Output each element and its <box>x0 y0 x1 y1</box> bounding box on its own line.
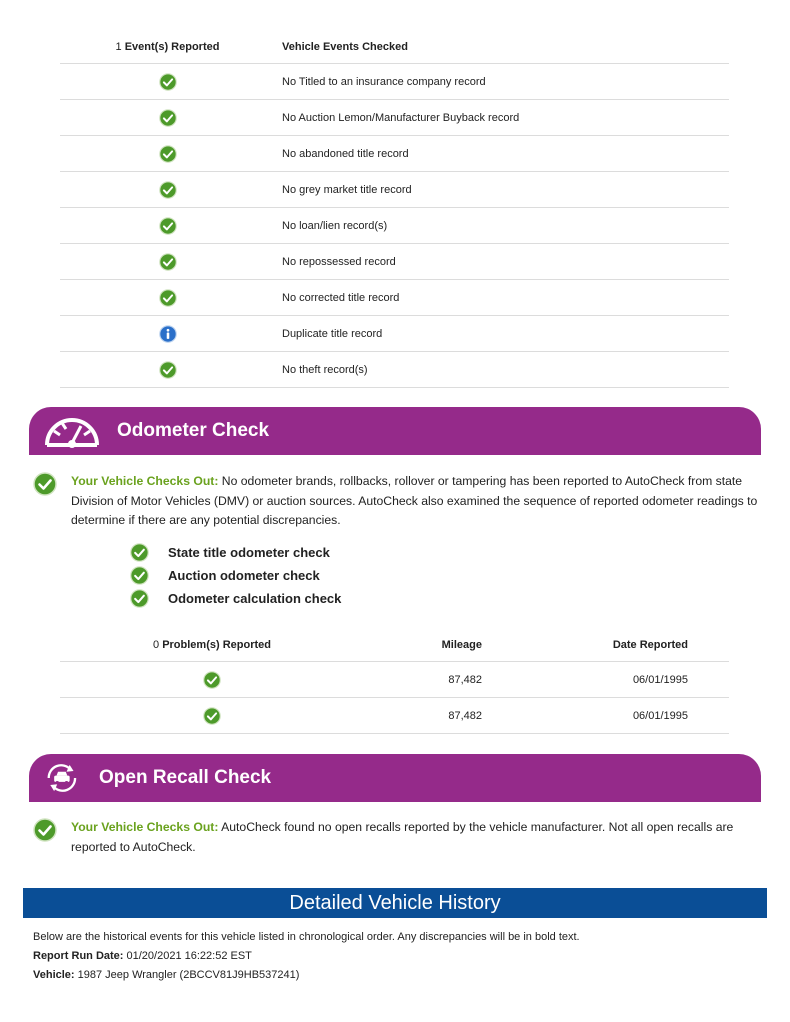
recall-checkout-text <box>71 818 758 857</box>
odometer-checkout-lead: Your Vehicle Checks Out: <box>71 474 219 488</box>
speedometer-icon <box>41 411 103 451</box>
events-count-label: Event(s) Reported <box>124 40 220 53</box>
checkmark-icon <box>159 181 177 199</box>
status-cell <box>60 73 275 91</box>
event-label: No abandoned title record <box>282 147 409 160</box>
checkmark-icon <box>203 707 221 725</box>
table-row <box>60 316 729 352</box>
event-label: No Auction Lemon/Manufacturer Buyback record <box>282 111 520 124</box>
table-row <box>60 100 729 136</box>
mileage-value: 87,482 <box>448 709 482 722</box>
table-row <box>60 662 729 698</box>
recall-checkout-body: AutoCheck found no open recalls reported by the vehicle manufacturer. Not all open recalls are reported to AutoCheck. <box>71 820 734 854</box>
subcheck-label: State title odometer check <box>168 545 330 560</box>
checkmark-icon <box>130 589 149 608</box>
report-run-date-value: 01/20/2021 16:22:52 EST <box>123 950 252 962</box>
table-row <box>60 208 729 244</box>
vehicle-label: Vehicle: <box>33 969 75 981</box>
mileage-value: 87,482 <box>448 673 482 686</box>
subcheck-label: Odometer calculation check <box>168 591 342 606</box>
checkmark-icon <box>159 73 177 91</box>
status-cell <box>60 289 275 307</box>
subcheck-label: Auction odometer check <box>168 568 320 583</box>
checkmark-icon <box>33 818 57 842</box>
events-rows <box>60 64 729 388</box>
event-label: No repossessed record <box>282 255 396 268</box>
status-cell <box>60 181 275 199</box>
problems-count-label: Problem(s) Reported <box>162 638 271 651</box>
event-label: No loan/lien record(s) <box>282 219 388 232</box>
events-reported-header <box>60 41 275 53</box>
history-intro-text: Below are the historical events for this vehicle listed in chronological order. Any discrepancies will be in bold text. <box>33 931 580 943</box>
event-label: No theft record(s) <box>282 363 368 376</box>
report-run-date-label: Report Run Date: <box>33 950 124 962</box>
detailed-vehicle-history-header: Detailed Vehicle History <box>23 888 767 918</box>
open-recall-banner <box>29 754 761 802</box>
odometer-problems-table <box>60 628 729 734</box>
status-cell <box>60 253 275 271</box>
checkmark-icon <box>130 543 149 562</box>
status-cell <box>60 109 275 127</box>
odometer-checkout-text <box>71 472 758 531</box>
subcheck-item <box>130 541 341 564</box>
date-reported-header: Date Reported <box>612 638 688 651</box>
subcheck-item <box>130 587 341 610</box>
report-run-date <box>33 950 252 962</box>
odometer-check-title: Odometer Check <box>117 420 270 441</box>
table-row <box>60 352 729 388</box>
info-icon <box>159 325 177 343</box>
odometer-checkout-body: No odometer brands, rollbacks, rollover or tampering has been reported to AutoCheck from state Division of Motor Vehicles (DMV) or auction sources. AutoCheck also examined the sequence of reported odometer readings to determine if there are any potential discrepancies. <box>71 474 758 527</box>
open-recall-title: Open Recall Check <box>99 767 272 788</box>
status-cell <box>60 361 275 379</box>
status-cell <box>60 325 275 343</box>
event-label: No grey market title record <box>282 183 412 196</box>
status-cell <box>60 217 275 235</box>
table-row <box>60 280 729 316</box>
checkmark-icon <box>130 566 149 585</box>
subcheck-item <box>130 564 341 587</box>
odometer-check-banner <box>29 407 761 455</box>
checkmark-icon <box>159 361 177 379</box>
table-row <box>60 64 729 100</box>
vehicle-events-table <box>60 30 729 388</box>
odometer-checkout-message <box>33 472 758 531</box>
status-cell <box>60 145 275 163</box>
status-cell <box>60 707 364 725</box>
events-table-header <box>60 30 729 64</box>
checkmark-icon <box>159 217 177 235</box>
odometer-subchecks <box>130 541 341 610</box>
vehicle-value: 1987 Jeep Wrangler (2BCCV81J9HB537241) <box>74 969 300 981</box>
date-reported-value: 06/01/1995 <box>632 709 688 722</box>
table-row <box>60 244 729 280</box>
recall-checkout-lead: Your Vehicle Checks Out: <box>71 820 219 834</box>
event-label: Duplicate title record <box>282 327 383 340</box>
table-row <box>60 172 729 208</box>
problems-table-header <box>60 628 729 662</box>
mileage-header: Mileage <box>441 638 482 651</box>
status-cell <box>60 671 364 689</box>
table-row <box>60 698 729 734</box>
problems-count: 0 <box>153 638 160 651</box>
vehicle-info <box>33 969 299 981</box>
table-row <box>60 136 729 172</box>
event-label: No Titled to an insurance company record <box>282 75 486 88</box>
checkmark-icon <box>159 253 177 271</box>
events-checked-header: Vehicle Events Checked <box>282 40 408 53</box>
date-reported-value: 06/01/1995 <box>632 673 688 686</box>
checkmark-icon <box>159 109 177 127</box>
checkmark-icon <box>159 145 177 163</box>
car-recall-icon <box>41 758 89 798</box>
events-count: 1 <box>115 40 122 53</box>
problems-reported-header <box>60 639 364 651</box>
checkmark-icon <box>33 472 57 496</box>
checkmark-icon <box>159 289 177 307</box>
checkmark-icon <box>203 671 221 689</box>
recall-checkout-message <box>33 818 758 857</box>
event-label: No corrected title record <box>282 291 400 304</box>
